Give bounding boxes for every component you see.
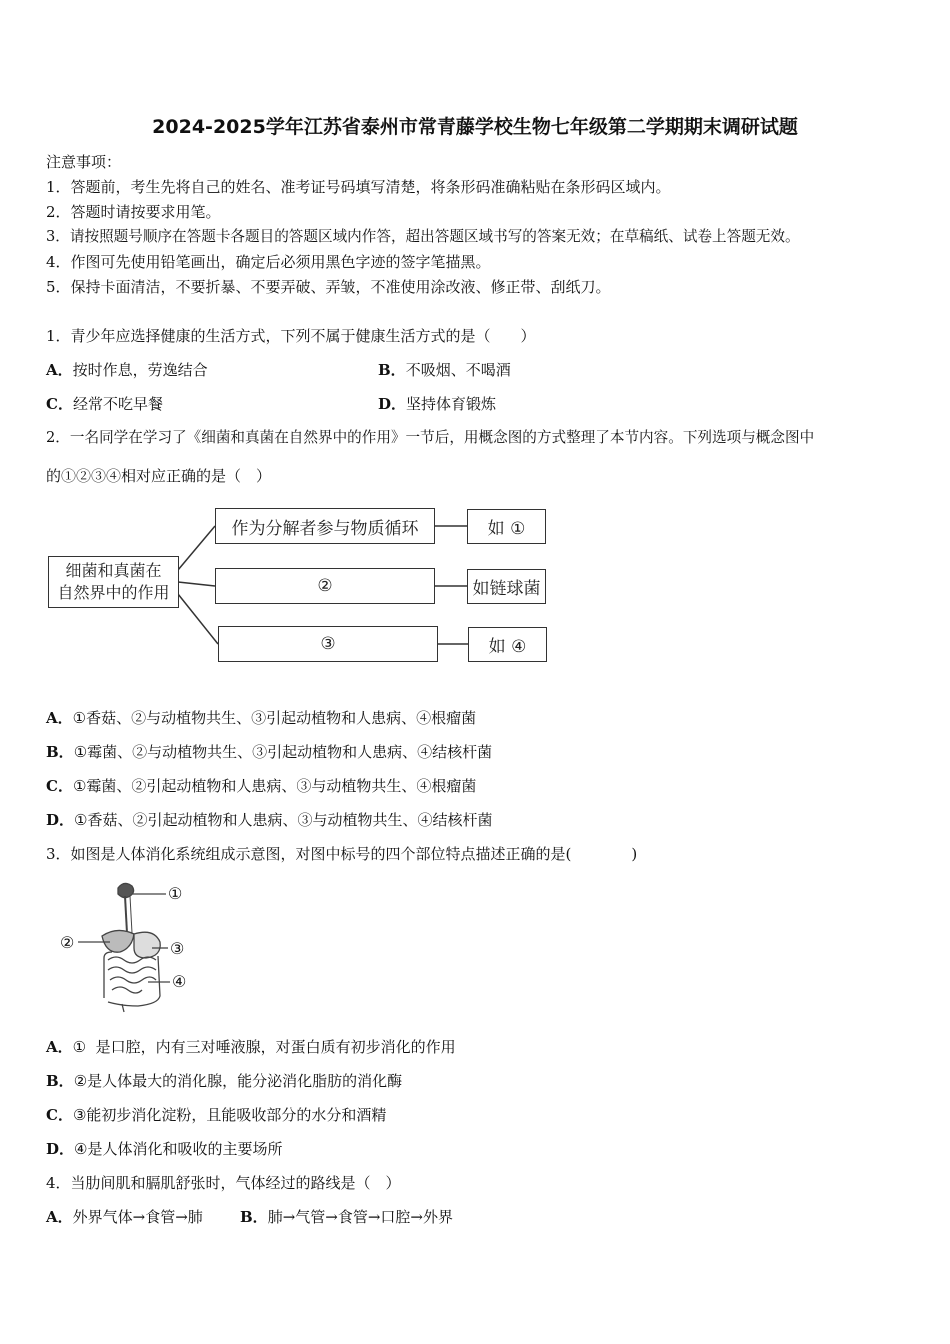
q3-option-d-text: ④是人体消化和吸收的主要场所 — [74, 1140, 283, 1158]
question-1-stem: 1．青少年应选择健康的生活方式，下列不属于健康生活方式的是（ ） — [46, 327, 536, 345]
q3-option-c-text: ③能初步消化淀粉，且能吸收部分的水分和酒精 — [72, 1106, 387, 1124]
q3-option-a-text: ① 是口腔，内有三对唾液腺，对蛋白质有初步消化的作用 — [72, 1038, 456, 1056]
q2-option-a-text: ①香菇、②与动植物共生、③引起动植物和人患病、④根瘤菌 — [72, 709, 477, 727]
q3-option-b-text: ②是人体最大的消化腺，能分泌消化脂肪的消化酶 — [73, 1072, 403, 1090]
page-title: 2024-2025学年江苏省泰州市常青藤学校生物七年级第二学期期末调研试题 — [152, 116, 798, 138]
concept-branch1-box: 作为分解者参与物质循环 — [215, 508, 435, 544]
q1-option-c-text: 经常不吃早餐 — [72, 395, 163, 413]
digestive-label-1: ① — [168, 884, 183, 903]
concept-leaf2-box: 如链球菌 — [467, 569, 546, 604]
q3-option-c-letter: C． — [46, 1106, 73, 1124]
q1-option-c-letter: C． — [46, 395, 73, 413]
q2-option-d[interactable] — [46, 810, 492, 830]
digestive-label-2: ② — [60, 933, 75, 952]
q3-option-b[interactable] — [46, 1071, 402, 1091]
q2-option-b-letter: B． — [46, 743, 74, 761]
q2-option-b-text: ①霉菌、②与动植物共生、③引起动植物和人患病、④结核杆菌 — [73, 743, 493, 761]
q1-option-a-text: 按时作息，劳逸结合 — [72, 361, 208, 379]
q1-option-d-text: 坚持体育锻炼 — [406, 395, 497, 413]
notice-item-4: 4．作图可先使用铅笔画出，确定后必须用黑色字迹的签字笔描黑。 — [46, 253, 491, 271]
q2-option-d-text: ①香菇、②引起动植物和人患病、③与动植物共生、④结核杆菌 — [74, 811, 493, 829]
q1-option-b-text: 不吸烟、不喝酒 — [405, 361, 511, 379]
concept-root-box — [48, 556, 179, 608]
connector-root-branch2 — [178, 582, 215, 586]
q4-option-b[interactable] — [240, 1207, 453, 1227]
q2-option-c-letter: C． — [46, 777, 73, 795]
q1-option-b-letter: B． — [378, 361, 406, 379]
q4-option-a-text: 外界气体→食管→肺 — [72, 1208, 203, 1226]
connector-root-branch1 — [178, 526, 215, 570]
q3-option-c[interactable] — [46, 1105, 386, 1125]
concept-leaf3-box: 如 ④ — [468, 627, 547, 662]
digestive-label-3: ③ — [170, 939, 185, 958]
q2-option-a-letter: A． — [46, 709, 73, 727]
concept-root-line1: 细菌和真菌在 — [65, 561, 162, 580]
question-3-stem: 3．如图是人体消化系统组成示意图，对图中标号的四个部位特点描述正确的是( ) — [46, 845, 638, 863]
notice-item-5: 5．保持卡面清洁，不要折暴、不要弄破、弄皱，不准使用涂改液、修正带、刮纸刀。 — [46, 278, 611, 296]
question-2-stem-line2: 的①②③④相对应正确的是（ ） — [46, 467, 272, 485]
concept-root-line2: 自然界中的作用 — [57, 583, 170, 602]
question-4-stem: 4．当肋间肌和膈肌舒张时，气体经过的路线是（ ） — [46, 1174, 401, 1192]
q3-option-a[interactable] — [46, 1037, 456, 1057]
concept-branch2-box: ② — [215, 568, 435, 604]
q2-option-d-letter: D． — [46, 811, 75, 829]
q1-option-a-letter: A． — [46, 361, 73, 379]
digestive-label-4: ④ — [172, 972, 187, 991]
q3-option-d[interactable] — [46, 1139, 282, 1159]
q4-option-b-text: 肺→气管→食管→口腔→外界 — [267, 1208, 453, 1226]
concept-branch3-box: ③ — [218, 626, 438, 662]
q2-option-a[interactable] — [46, 708, 476, 728]
q4-option-a-letter: A． — [46, 1208, 73, 1226]
q4-option-a[interactable] — [46, 1207, 203, 1227]
notice-heading: 注意事项： — [46, 153, 122, 171]
q3-option-b-letter: B． — [46, 1072, 74, 1090]
question-2-stem-line1: 2．一名同学在学习了《细菌和真菌在自然界中的作用》一节后，用概念图的方式整理了本节内容。下列选项与概念图中 — [46, 429, 815, 446]
q2-option-c-text: ①霉菌、②引起动植物和人患病、③与动植物共生、④根瘤菌 — [72, 777, 477, 795]
notice-item-1: 1．答题前，考生先将自己的姓名、准考证号码填写清楚，将条形码准确粘贴在条形码区域内。 — [46, 178, 671, 196]
q3-option-a-letter: A． — [46, 1038, 73, 1056]
q1-option-d-letter: D． — [378, 395, 407, 413]
q2-option-b[interactable] — [46, 742, 492, 762]
concept-leaf1-box: 如 ① — [467, 509, 546, 544]
q3-option-d-letter: D． — [46, 1140, 75, 1158]
q2-option-c[interactable] — [46, 776, 476, 796]
notice-item-2: 2．答题时请按要求用笔。 — [46, 203, 221, 221]
connector-root-branch3 — [178, 594, 218, 644]
q4-option-b-letter: B． — [240, 1208, 268, 1226]
notice-item-3: 3．请按照题号顺序在答题卡各题目的答题区域内作答，超出答题区域书写的答案无效；在草稿纸、试卷上答题无效。 — [46, 228, 800, 245]
